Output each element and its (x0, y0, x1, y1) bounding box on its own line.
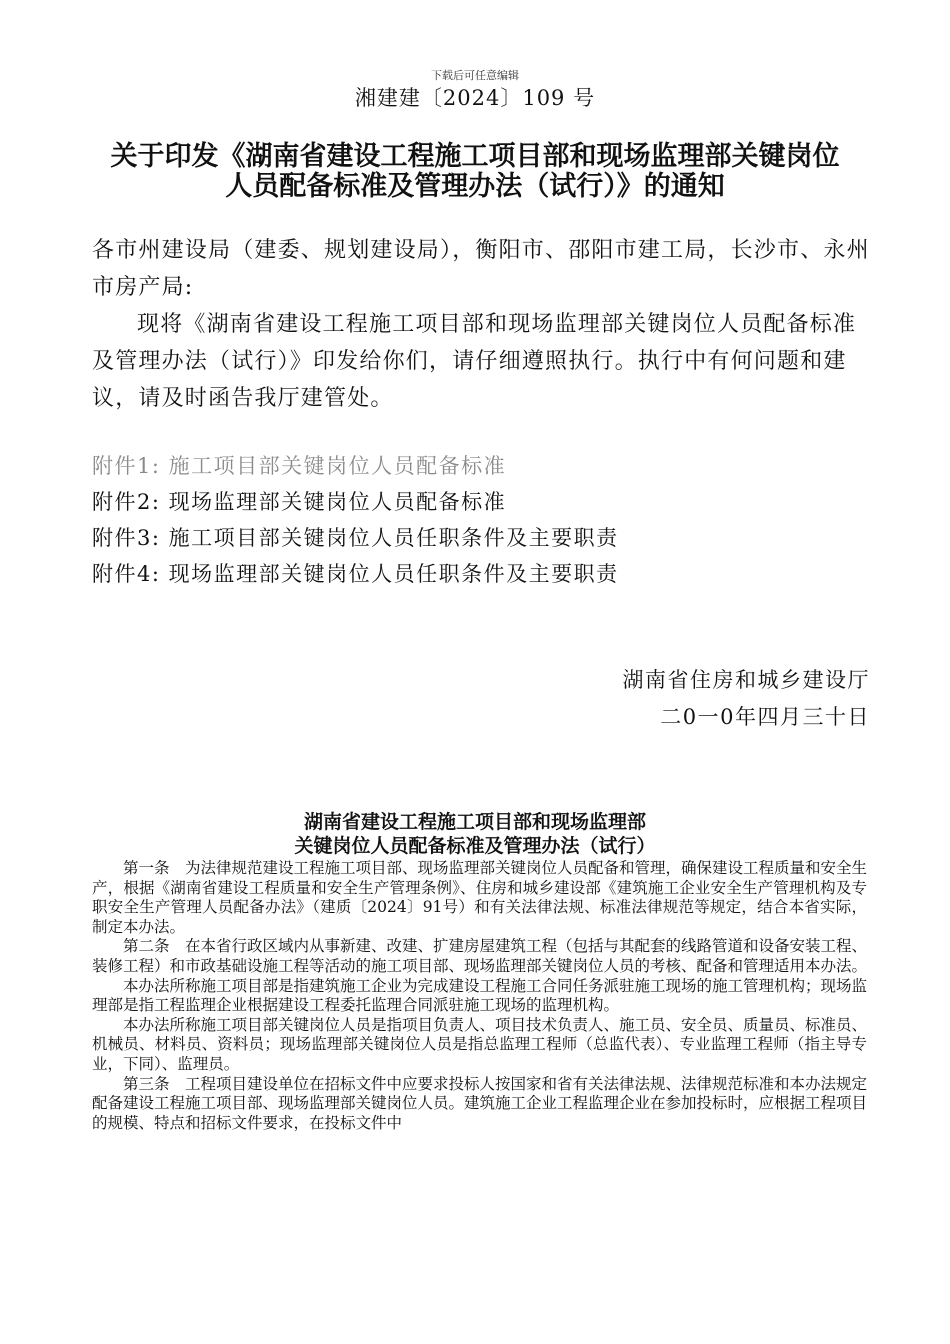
article-paragraph: 本办法所称施工项目部是指建筑施工企业为完成建设工程施工合同任务派驻施工现场的施工管理机构；现场监理部是指工程监理企业根据建设工程委托监理合同派驻施工现场的监理机构。 (92, 976, 868, 1015)
document-number: 湘建建〔2024〕109 号 (354, 86, 596, 110)
article-paragraph: 第三条 工程项目建设单位在招标文件中应要求投标人按国家和省有关法律法规、法律规范标准和本办法规定配备建设工程施工项目部、现场监理部关键岗位人员。建筑施工企业工程监理企业在参加投标时，应根据工程项目的规模、特点和招标文件要求，在投标文件中 (92, 1074, 868, 1132)
issuing-organization: 湖南省住房和城乡建设厅 (622, 668, 870, 692)
notice-title-line-1: 关于印发《湖南省建设工程施工项目部和现场监理部关键岗位 (110, 141, 840, 172)
attachment-item-1: 附件1: 施工项目部关键岗位人员配备标准 (92, 454, 507, 478)
signature-block (623, 662, 871, 736)
issue-date: 二0一0年四月三十日 (660, 705, 870, 729)
watermark-text: 下载后可任意编辑 (431, 69, 519, 82)
notice-body-paragraph: 现将《湖南省建设工程施工项目部和现场监理部关键岗位人员配备标准及管理办法（试行）》印发给你们，请仔细遵照执行。执行中有何问题和建议，请及时函告我厅建管处。 (92, 312, 857, 411)
attachment-item-3: 附件3: 施工项目部关键岗位人员任职条件及主要职责 (92, 526, 619, 550)
article-paragraph: 本办法所称施工项目部关键岗位人员是指项目负责人、项目技术负责人、施工员、安全员、质量员、标准员、机械员、材料员、资料员；现场监理部关键岗位人员是指总监理工程师（总监代表）、专业监理工程师（指主导专业，下同）、监理员。 (92, 1015, 868, 1073)
regulation-title-line-2: 关键岗位人员配备标准及管理办法（试行） (294, 835, 656, 857)
notice-title (60, 142, 890, 202)
article-paragraph: 第一条 为法律规范建设工程施工项目部、现场监理部关键岗位人员配备和管理，确保建设工程质量和安全生产，根据《湖南省建设工程质量和安全生产管理条例》、住房和城乡建设部《建筑施工企业安全生产管理机构及专职安全生产管理人员配备办法》（建质〔2024〕91号）和有关法律法规、标准法律规范等规定，结合本省实际，制定本办法。 (92, 859, 868, 936)
article-paragraph: 第二条 在本省行政区域内从事新建、改建、扩建房屋建筑工程（包括与其配套的线路管道和设备安装工程、装修工程）和市政基础设施工程等活动的施工项目部、现场监理部关键岗位人员的考核、配备和管理适用本办法。 (92, 937, 868, 975)
regulation-articles (92, 859, 867, 1133)
regulation-title (0, 810, 950, 858)
addressee: 各市州建设局（建委、规划建设局），衡阳市、邵阳市建工局，长沙市、永州市房产局: (92, 238, 870, 300)
attachment-item-4: 附件4: 现场监理部关键岗位人员任职条件及主要职责 (92, 562, 619, 586)
attachment-item-2: 附件2: 现场监理部关键岗位人员配备标准 (92, 490, 507, 514)
attachment-list (92, 448, 872, 592)
notice-title-line-2: 人员配备标准及管理办法（试行）》的通知 (225, 171, 725, 202)
regulation-title-line-1: 湖南省建设工程施工项目部和现场监理部 (303, 811, 646, 833)
